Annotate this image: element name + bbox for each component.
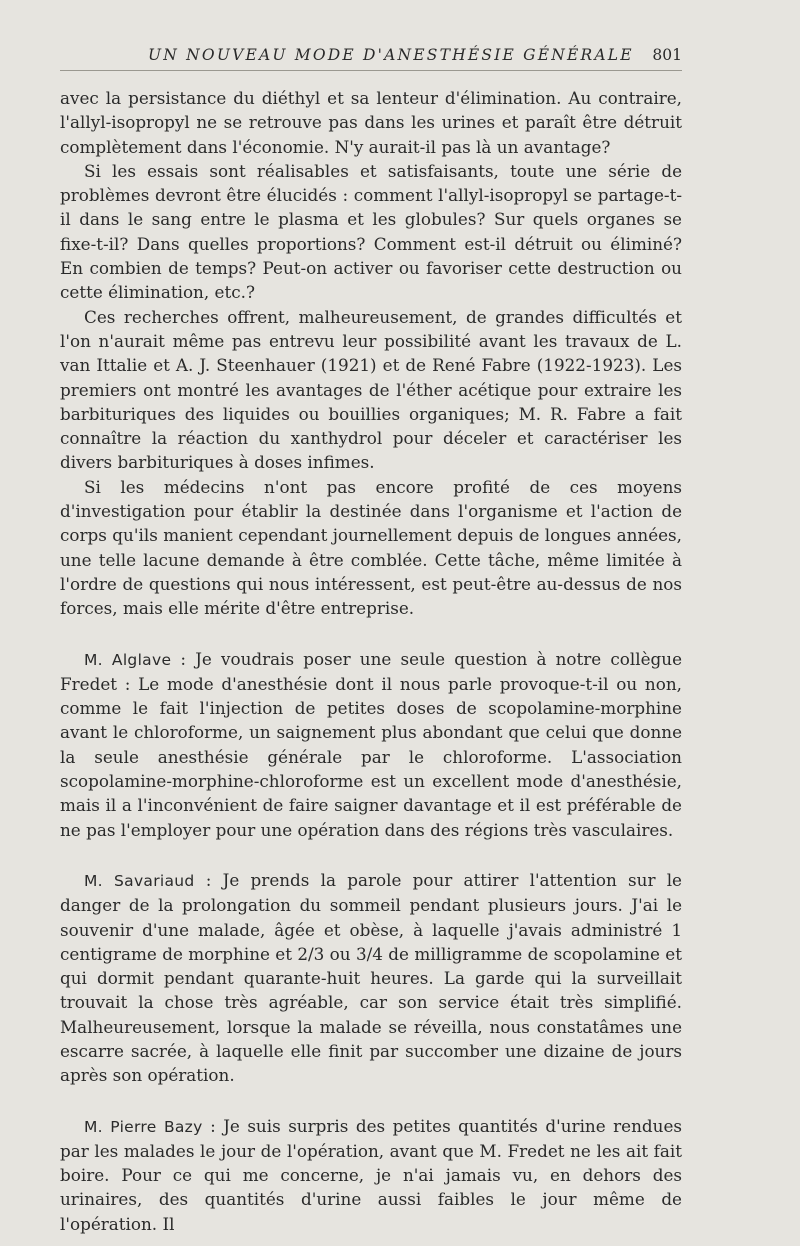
body-text xyxy=(60,86,682,1236)
intervention-text: : Je suis surpris des petites quantités d'urine rendues par les malades le jour de l'opération, avant que M. Fredet ne les ait fait boire. Pour ce qui me concerne, je n'ai jamais vu, en dehors des urinaires, des quantités d'urine aussi faibles le jour même de l'opération. Il xyxy=(60,1115,682,1234)
paragraph: Si les médecins n'ont pas encore profité de ces moyens d'investigation pour établir la destinée dans l'organisme et l'action de corps qu'ils manient cependant journellement depuis de longues années, une telle lacune demande à être comblée. Cette tâche, même limitée à l'ordre de questions qui nous intéressent, est peut-être au-dessus de nos forces, mais elle mérite d'être entreprise. xyxy=(60,476,682,619)
speaker-name: M. Alglave xyxy=(84,650,172,669)
intervention-text: : Je prends la parole pour attirer l'attention sur le danger de la prolongation du sommeil pendant plusieurs jours. J'ai le souvenir d'une malade, âgée et obèse, à laquelle j'avais administré 1 centigrame de morphine et 2/3 ou 3/4 de milligramme de scopolamine et qui dormit pendant quarante-huit heures. La garde qui la surveillait trouvait la chose très agréable, car son service était très simplifié. Malheureusement, lorsque la malade se réveilla, nous constatâmes une escarre sacrée, à laquelle elle finit par succomber une dizaine de jours après son opération. xyxy=(60,869,682,1086)
paragraph-continuation: avec la persistance du diéthyl et sa lenteur d'élimination. Au contraire, l'allyl-isopropyl ne se retrouve pas dans les urines et paraît être détruit complètement dans l'économie. N'y aurait-il pas là un avantage? xyxy=(60,88,682,157)
paragraph: Ces recherches offrent, malheureusement, de grandes difficultés et l'on n'aurait même pas entrevu leur possibilité avant les travaux de L. van Ittalie et A. J. Steenhauer (1921) et de René Fabre (1922-1923). Les premiers ont montré les avantages de l'éther acétique pour extraire les barbituriques des liquides ou bouillies organiques; M. R. Fabre a fait connaître la réaction du xanthydrol pour déceler et caractériser les divers barbituriques à doses infimes. xyxy=(60,306,682,473)
speaker-name: M. Savariaud xyxy=(84,871,195,890)
intervention-bazy xyxy=(60,1114,682,1236)
paragraph: Si les essais sont réalisables et satisfaisants, toute une série de problèmes devront être élucidés : comment l'allyl-isopropyl se partage-t-il dans le sang entre le plasma et les globules? Sur quels organes se fixe-t-il? Dans quelles proportions? Comment est-il détruit ou éliminé? En combien de temps? Peut-on activer ou favoriser cette destruction ou cette élimination, etc.? xyxy=(60,160,682,303)
speaker-name: M. Pierre Bazy xyxy=(84,1117,203,1136)
intervention-alglave xyxy=(60,647,682,842)
intervention-text: : Je voudrais poser une seule question à notre collègue Fredet : Le mode d'anesthésie dont il nous parle provoque-t-il ou non, comme le fait l'injection de petites doses de scopolamine-morphine avant le chloroforme, un saignement plus abondant que celui que donne la seule anesthésie générale par le chloroforme. L'association scopolamine-morphine-chloroforme est un excellent mode d'anesthésie, mais il a l'inconvénient de faire saigner davantage et il est préférable de ne pas l'employer pour une opération dans des régions très vasculaires. xyxy=(60,648,682,840)
page-number: 801 xyxy=(652,46,682,64)
running-title: UN NOUVEAU MODE D'ANESTHÉSIE GÉNÉRALE xyxy=(148,46,634,64)
running-header xyxy=(60,44,682,71)
intervention-savariaud xyxy=(60,868,682,1088)
